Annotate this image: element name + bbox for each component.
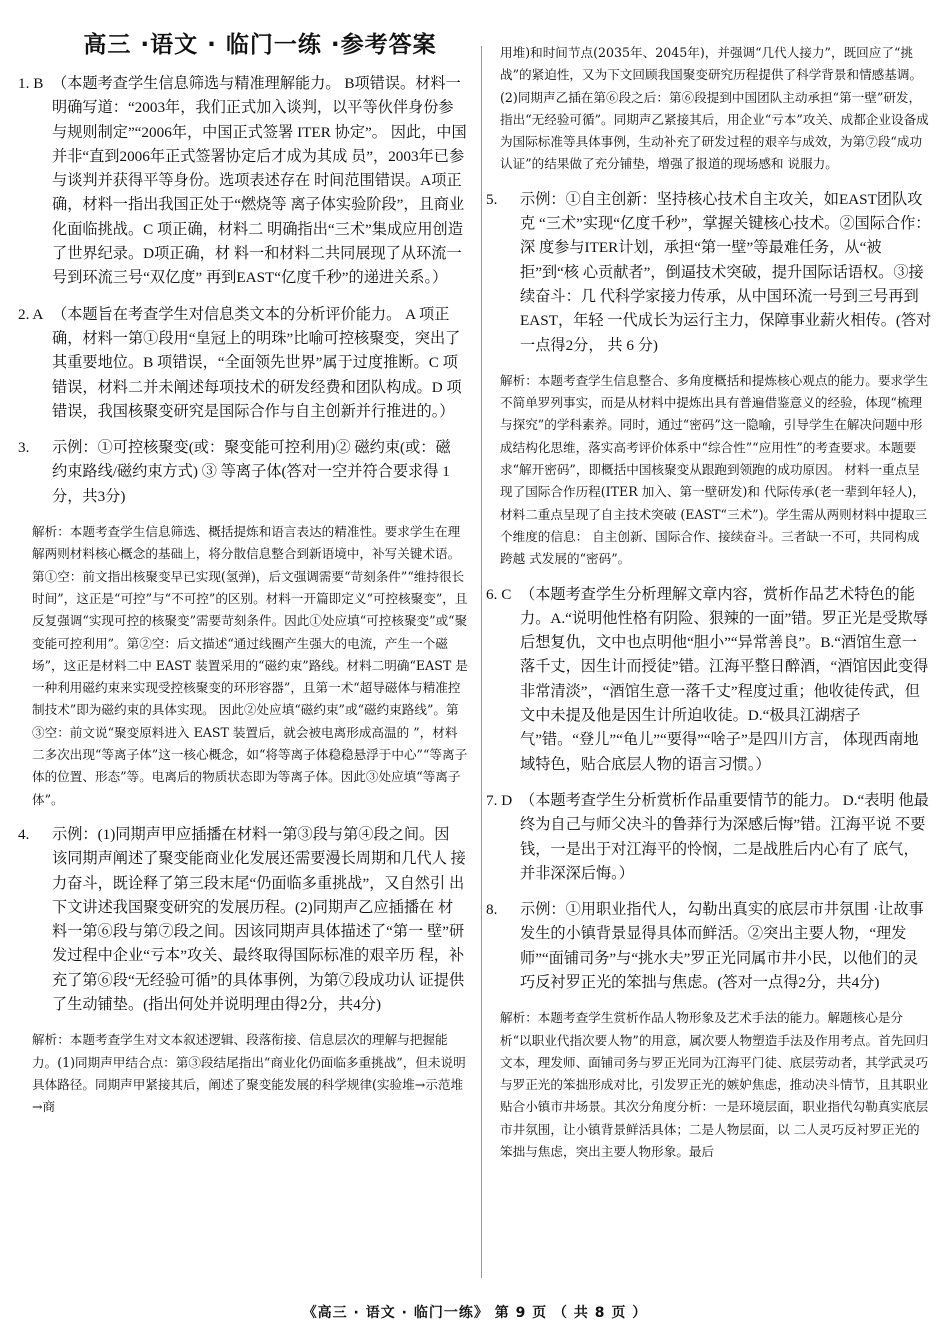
answer-text: 示例：①自主创新：坚持核心技术自主攻关，如EAST团队攻克 “三术”实现“亿度千秒”，掌握关键核心技术。②国际合作：深 度参与ITER计划，承担“第一壁”等最难任务，从“被拒”到“核 心贡献者”，倒逼技术突破，提升国际话语权。③接续奋斗：几 代科学家接力传承，从中国环流一号到三号再到 EAST，年轻 一代成长为运行主力，保障事业薪火相传。(答对一点得2分， 共 6 分) <box>520 190 932 354</box>
column-divider <box>481 46 482 1278</box>
answer-item <box>18 436 468 509</box>
question-number: 4. <box>18 825 30 843</box>
answer-item <box>486 583 932 777</box>
analysis-note: 解析：本题考查学生对文本叙述逻辑、段落衔接、信息层次的理解与把握能力。(1)同期声甲结合点：第③段结尾指出“商业化仍面临多重挑战”，但未说明具体路径。同期声甲紧接其后，阐述了聚变能发展的科学规律(实验堆→示范堆→商 <box>32 1032 466 1115</box>
answer-text: （本题旨在考查学生对信息类文本的分析评价能力。 A 项正确，材料一第①段用“皇冠上的明珠”比喻可控核聚变，突出了其重要地位。B 项错误，“全面领先世界”属于过度推断。C 项错误，材料二并未阐述每项技术的研发经费和团队构成。D 项错误，我国核聚变研究是国际合作与自主创新并行推进的。） <box>52 305 462 420</box>
analysis-note: 解析：本题考查学生信息筛选、概括提炼和语言表达的精准性。要求学生在理解两则材料核心概念的基础上，将分散信息整合到新语境中，补写关键术语。第①空：前文指出核聚变早已实现(氢弹)，后文强调需要“苛刻条件”“维持很长时间”，这正是“可控”与“不可控”的区别。材料一开篇即定义“可控核聚变”，且反复强调“实现可控的核聚变”需要苛刻条件。因此①处应填“可控核聚变”或“聚变能可控利用”。第②空：后文描述“通过线圈产生强大的电流，产生一个磁场”，这正是材料二中 EAST 装置采用的“磁约束”路线。材料二明确“EAST 是一种利用磁约束来实现受控核聚变的环形容器”，且第一术“超导磁体与精准控制技术”即为磁约束的具体实现。 因此②处应填“磁约束”或“磁约束路线”。第③空：前文说“聚变原料进入 EAST 装置后，就会被电离形成高温的 ”，材料二多次出现“等离子体”这一核心概念，如“将等离子体稳稳悬浮于中心”“等离子体的位置、形态”等。电离后的物质状态即为等离子体。因此③处应填“等离子体”。 <box>32 524 468 807</box>
analysis-note: 用堆)和时间节点(2035年、2045年)，并强调“几代人接力”，既回应了“挑战”的紧迫性，又为下文回顾我国聚变研究历程提供了科学背景和情感基调。(2)同期声乙插在第⑥段之后：第⑥段提到中国团队主动承担“第一壁”研发，指出“无经验可循”。同期声乙紧接其后，用企业“亏本”攻关、成都企业设备成为国际标准等具体事例，生动补充了研发过程的艰辛与成效，为第⑦段“成功认证”的结果做了充分铺垫，增强了报道的现场感和 说服力。 <box>500 45 929 172</box>
right-column <box>486 42 932 1175</box>
page-title: 高三 ·语文 · 临门一练 ·参考答案 <box>83 32 437 58</box>
question-number: 8. <box>486 901 498 919</box>
answer-text: （本题考查学生分析理解文章内容，赏析作品艺术特色的能力。A.“说明他性格有阴险、狠辣的一面”错。罗正光是受欺辱后想复仇，文中也点明他“胆小”“异常善良”。B.“酒馆生意一落千丈，因生计而授徒”错。江海平整日醉酒，“酒馆因此变得非常清淡”，“酒馆生意一落千丈”程度过重；他收徒传武，但文中未提及他是因生计所迫收徒。D.“极具江湖痞子气”错。“登儿”“龟儿”“要得”“啥子”是四川方言， 体现西南地域特色，贴合底层人物的语言习惯。） <box>520 585 929 773</box>
answer-item <box>486 898 932 995</box>
analysis-note: 解析：本题考查学生信息整合、多角度概括和提炼核心观点的能力。要求学生不简单罗列事实，而是从材料中提炼出具有普遍借鉴意义的经验，体现“梳理与探究”的学科素养。同时，通过“密码”这一隐喻，引导学生在解决问题中形成结构化思维，落实高考评价体系中“综合性”“应用性”的考查要求。本题要 求“解开密码”，即概括中国核聚变从跟跑到领跑的成功原因。 材料一重点呈现了国际合作历程(ITER 加入、第一壁研发)和 代际传承(老一辈到年轻人)，材料二重点呈现了自主技术突破 (EAST“三术”)。学生需从两则材料中提取三个维度的信息： 自主创新、国际合作、接续奋斗。三者缺一不可，共同构成跨越 式发展的“密码”。 <box>500 372 929 567</box>
answer-text: 示例：①可控核聚变(或：聚变能可控利用)② 磁约束(或：磁 约束路线/磁约束方式) ③ 等离子体(答对一空并符合要求得 1分，共3分) <box>52 439 451 505</box>
answer-text: （本题考查学生信息筛选与精准理解能力。 B项错误。材料一明确写道：“2003年，我们正式加入谈判，以平等伙伴身份参与规则制定”“2006年，中国正式签署 ITER 协定”。 因此，中国并非“直到2006年正式签署协定后才成为其成 员”，2003年已参与谈判并获得平等身份。选项表述存在 时间范围错误。A项正确，材料一指出我国正处于“燃烧等 离子体实验阶段”，且商业化面临挑战。C 项正确，材料二 明确指出“三术”集成应用创造了世界纪录。D项正确，材 料一和材料二共同展现了从环流一号到环流三号“双亿度” 再到EAST“亿度千秒”的递进关系。） <box>52 75 467 287</box>
analysis-note: 解析：本题考查学生赏析作品人物形象及艺术手法的能力。解题核心是分析“以职业代指次要人物”的用意，属次要人物塑造手法及作用考点。首先回归文本，理发师、面铺司务与罗正光同为江海平门徒、底层劳动者，其学武灵巧与罗正光的笨拙形成对比，引发罗正光的嫉妒焦虑，推动决斗情节，且其职业贴合小镇市井场景。其次分角度分析：一是环境层面，职业指代勾勒真实底层市井氛围，让小镇背景鲜活具体；二是人物层面，以 二人灵巧反衬罗正光的笨拙与焦虑，突出主要人物形象。最后 <box>500 1010 929 1160</box>
answer-text: 示例：(1)同期声甲应插播在材料一第③段与第④段之间。因 该同期声阐述了聚变能商业化发展还需要漫长周期和几代人 接力奋斗，既诠释了第三段末尾“仍面临多重挑战”，又自然引 出下文讲述我国聚变研究的发展历程。(2)同期声乙应插播在 材料一第⑥段与第⑦段之间。因该同期声具体描述了“第一 壁”研发过程中企业“亏本”攻关、最终取得国际标准的艰辛历 程，补充了第⑥段“无经验可循”的具体事例，为第⑦段成功认 证提供了生动铺垫。(指出何处并说明理由得2分，共4分) <box>52 825 466 1013</box>
question-number: 5. <box>486 190 498 208</box>
question-number: 1. B <box>18 75 44 92</box>
answer-item <box>486 789 932 886</box>
answer-item <box>18 72 468 291</box>
question-number: 2. A <box>18 305 44 323</box>
left-column <box>18 72 468 1130</box>
answer-text: （本题考查学生分析赏析作品重要情节的能力。 D.“表明 他最终为自己与师父决斗的鲁莽行为深感后悔”错。江海平说 不要钱，一是出于对江海平的怜悯，二是战胜后内心有了 底气，并非深深后悔。） <box>520 791 929 882</box>
answer-item <box>18 823 468 1017</box>
question-number: 3. <box>18 439 30 457</box>
page-footer: 《高三 · 语文 · 临门一练》 第 9 页 （ 共 8 页 ） <box>302 1305 648 1321</box>
answer-item <box>486 188 932 358</box>
answer-item <box>18 303 468 424</box>
question-number: 7. D <box>486 791 513 809</box>
answer-text: 示例：①用职业指代人，勾勒出真实的底层市井氛围 ·让故事发生的小镇背景显得具体而鲜活。②突出主要人物，“理发师”“面铺司务”与“挑水夫”罗正光同属市井小民，以他们的灵巧反衬罗正光的笨拙与焦虑。(答对一点得2分，共4分) <box>520 901 924 991</box>
question-number: 6. C <box>486 585 512 603</box>
